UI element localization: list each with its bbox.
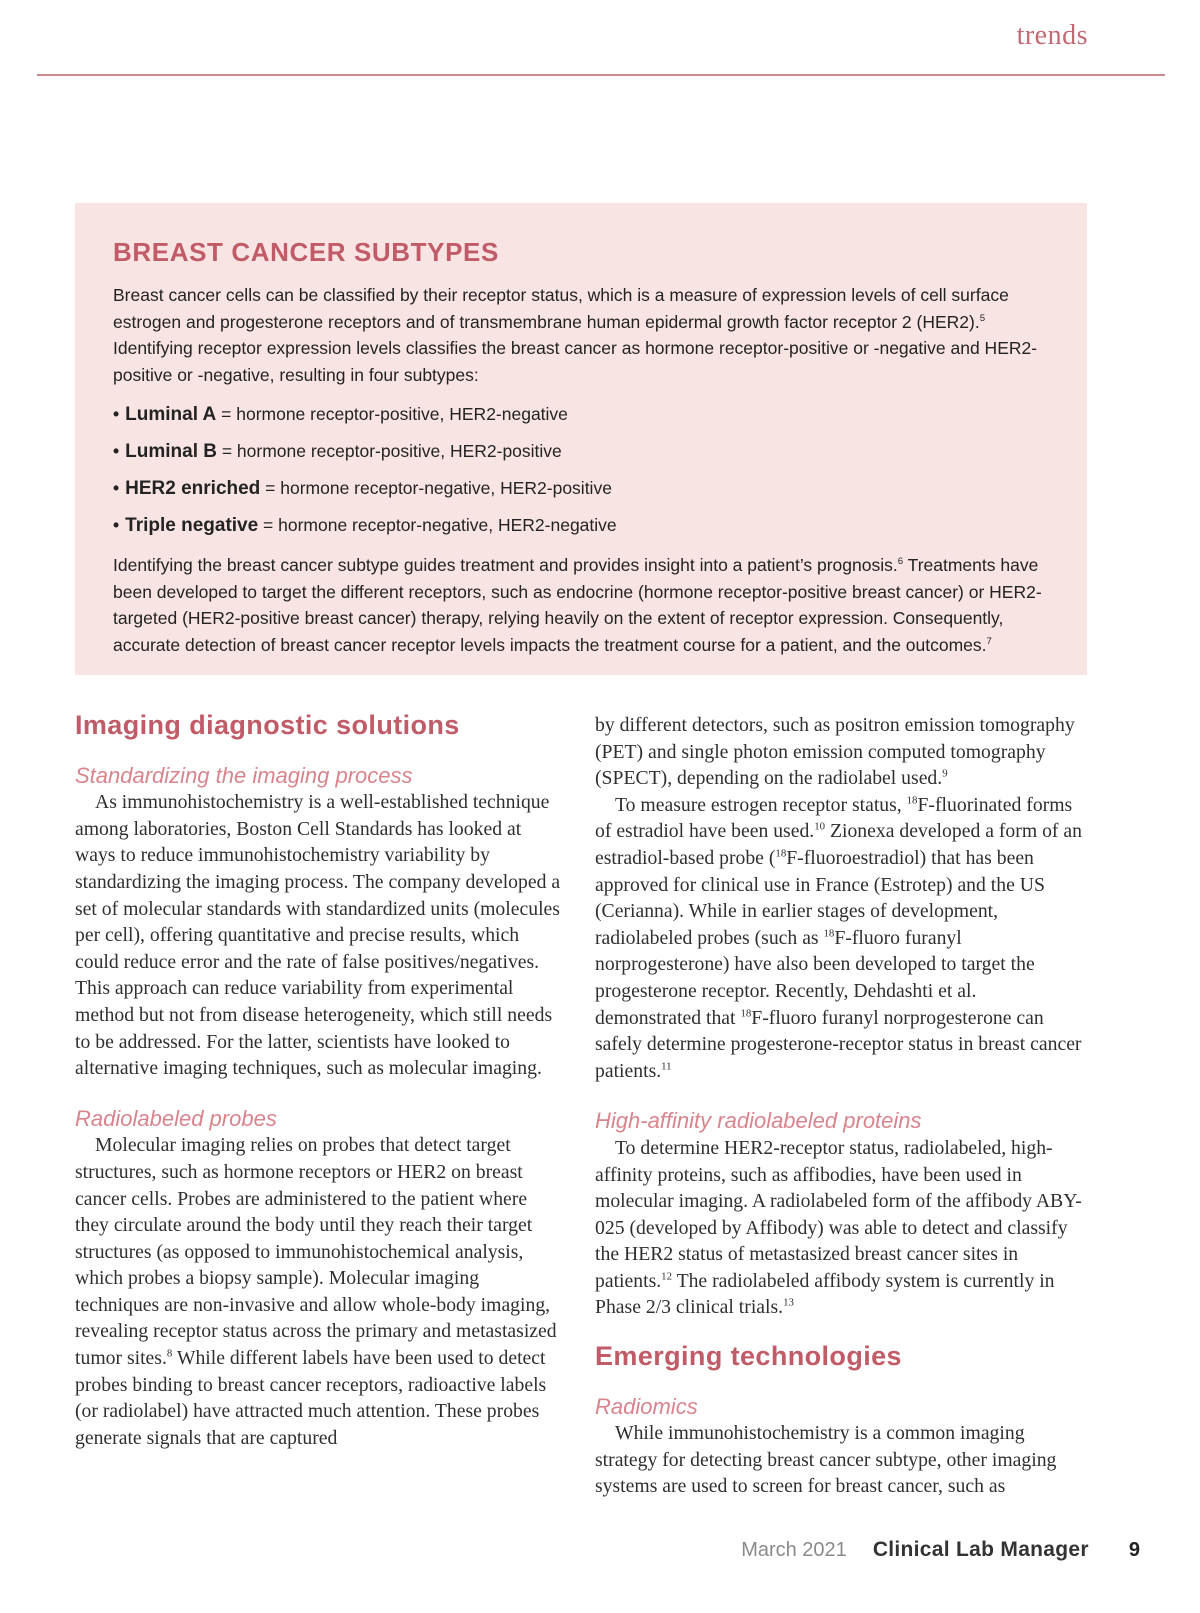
section-heading: Emerging technologies: [595, 1341, 902, 1372]
text-run: F-fluoro furanyl norprogesterone can safely determine progesterone-receptor status in breast cancer patients.: [595, 1006, 1082, 1082]
body-paragraph: [595, 1135, 1083, 1321]
body-paragraph: [75, 789, 563, 1082]
subtype-item: [113, 507, 1049, 544]
subtype-name: Triple negative: [125, 515, 259, 536]
subtype-description: = hormone receptor-negative, HER2-negative: [258, 515, 617, 535]
header-rule: [37, 74, 1165, 76]
subtype-item: [113, 396, 1049, 433]
publication-name: Clinical Lab Manager: [872, 1538, 1089, 1561]
reference-superscript: 9: [942, 767, 948, 780]
reference-superscript: 18: [740, 1006, 752, 1019]
subsection-heading: Standardizing the imaging process: [75, 762, 413, 788]
reference-superscript: 18: [906, 794, 918, 807]
subtype-name: Luminal A: [125, 404, 217, 425]
sidebar-title: BREAST CANCER SUBTYPES: [113, 237, 499, 267]
text-run: Zionexa developed a form of an estradiol-based probe (: [595, 820, 1082, 869]
subtype-description: = hormone receptor-positive, HER2-negative: [216, 404, 568, 424]
reference-superscript: 13: [783, 1296, 794, 1309]
text-run: Identifying receptor expression levels classifies the breast cancer as hormone receptor-positive or -negative and HER2-positive or -negative, resulting in four subtypes:: [113, 338, 1038, 385]
page-footer: [741, 1538, 1140, 1562]
reference-superscript: 18: [775, 847, 787, 860]
subtype-list: [113, 396, 1049, 544]
subtype-item: [113, 433, 1049, 470]
text-run: To measure estrogen receptor status,: [615, 793, 907, 816]
issue-date: March 2021: [741, 1539, 847, 1561]
text-run: Treatments have been developed to target the different receptors, such as endocrine (hormone receptor-positive breast cancer) or HER2-targeted (HER2-positive breast cancer) therapy, relying heavily on the extent of receptor expression. Consequently, accurate detection of breast cancer receptor levels impacts the treatment course for a patient, and the outcomes.: [113, 555, 1042, 655]
reference-superscript: 6: [897, 556, 904, 568]
reference-superscript: 10: [814, 820, 826, 833]
subtype-description: = hormone receptor-positive, HER2-positive: [216, 441, 562, 461]
text-run: F-fluoroestradiol) that has been approved for clinical use in France (Estrotep) and the US (Cerianna). While in earlier stages of development, radiolabeled probes (such as: [595, 846, 1045, 949]
subsection-heading: Radiolabeled probes: [75, 1105, 277, 1131]
text-run: F-fluorinated forms of estradiol have been used.: [595, 793, 1073, 843]
body-paragraph: [75, 1132, 563, 1451]
text-run: While immunohistochemistry is a common imaging strategy for detecting breast cancer subtype, other imaging systems are used to screen for breast cancer, such as: [595, 1422, 1057, 1498]
sidebar-outro: [113, 552, 1049, 658]
subtype-name: Luminal B: [125, 441, 217, 462]
reference-superscript: 7: [986, 635, 992, 647]
left-column: [75, 712, 563, 1451]
section-heading: Imaging diagnostic solutions: [75, 710, 460, 740]
sidebar-intro: [113, 282, 1049, 388]
reference-superscript: 12: [661, 1270, 672, 1283]
text-run: F-fluoro furanyl norprogesterone) have also been developed to target the progesterone receptor. Recently, Dehdashti et al. demonstrated that: [595, 926, 1035, 1029]
text-run: As immunohistochemistry is a well-established technique among laboratories, Boston Cell Standards has looked at ways to reduce immunohistochemistry variability by standardizing the imaging process. The company developed a set of molecular standards with standardized units (molecules per cell), offering quantitative and precise results, which could reduce error and the rate of false positives/negatives. This approach can reduce variability from experimental method but not from disease heterogeneity, which still needs to be addressed. For the latter, scientists have looked to alternative imaging techniques, such as molecular imaging.: [75, 791, 561, 1080]
text-run: Breast cancer cells can be classified by their receptor status, which is a measure of expression levels of cell surface estrogen and progesterone receptors and of transmembrane human epidermal growth factor receptor 2 (HER2).: [113, 285, 1009, 332]
bullet-icon: •: [113, 515, 120, 535]
subtype-item: [113, 470, 1049, 507]
text-run: The radiolabeled affibody system is currently in Phase 2/3 clinical trials.: [595, 1269, 1055, 1319]
bullet-icon: •: [113, 478, 120, 498]
text-run: While different labels have been used to detect probes binding to breast cancer receptors, radioactive labels (or radiolabel) have attracted much attention. These probes generate signals that are captured: [75, 1347, 547, 1449]
reference-superscript: 8: [166, 1347, 173, 1360]
page-number: 9: [1128, 1539, 1140, 1561]
body-paragraph: [595, 792, 1083, 1085]
subsection-heading: Radiomics: [595, 1393, 698, 1419]
right-column: [595, 712, 1083, 1500]
subtype-name: HER2 enriched: [125, 478, 261, 499]
reference-superscript: 18: [823, 927, 835, 940]
body-paragraph: [595, 1420, 1083, 1500]
text-run: To determine HER2-receptor status, radiolabeled, high-affinity proteins, such as affibodies, have been used in molecular imaging. A radiolabeled form of the affibody ABY-025 (developed by Affibody) was able to detect and classify the HER2 status of metastasized breast cancer sites in patients.: [595, 1136, 1082, 1292]
text-run: Identifying the breast cancer subtype guides treatment and provides insight into a patient’s prognosis.: [113, 555, 898, 575]
bullet-icon: •: [113, 404, 120, 424]
section-tag: trends: [1016, 20, 1088, 51]
bullet-icon: •: [113, 441, 120, 461]
subtype-description: = hormone receptor-negative, HER2-positive: [260, 478, 612, 498]
subtypes-sidebar: [75, 203, 1087, 675]
subsection-heading: High-affinity radiolabeled proteins: [595, 1108, 922, 1134]
reference-superscript: 5: [979, 312, 986, 324]
text-run: Molecular imaging relies on probes that detect target structures, such as hormone receptors or HER2 on breast cancer cells. Probes are administered to the patient where they circulate around the body until they reach their target structures (as opposed to immunohistochemical analysis, which probes a biopsy sample). Molecular imaging techniques are non-invasive and allow whole-body imaging, revealing receptor status across the primary and metastasized tumor sites.: [75, 1134, 557, 1370]
reference-superscript: 11: [661, 1060, 672, 1073]
body-paragraph: [595, 712, 1083, 792]
text-run: by different detectors, such as positron emission tomography (PET) and single photon emission computed tomography (SPECT), depending on the radiolabel used.: [595, 714, 1075, 790]
